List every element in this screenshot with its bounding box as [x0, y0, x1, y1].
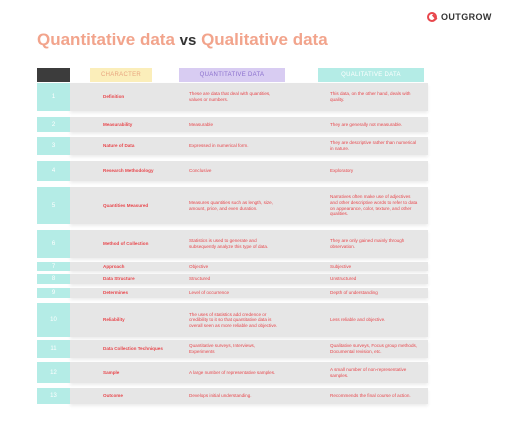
quantitative-cell: Measurable: [189, 121, 214, 127]
qualitative-cell: This data, on the other hand, deals with quality.: [330, 91, 411, 102]
outgrow-logo-icon: [427, 12, 437, 22]
quantitative-column-header: QUANTITATIVE DATA: [179, 68, 285, 82]
character-cell: Quantities Measured: [103, 202, 149, 208]
character-cell: Measurability: [103, 121, 133, 127]
number-column-header: [37, 68, 70, 82]
table-row: [37, 83, 428, 111]
row-number: 10: [37, 303, 70, 337]
character-cell: Determines: [103, 290, 129, 296]
qualitative-cell: Exploratory: [330, 168, 354, 174]
page-title: [37, 30, 328, 50]
qualitative-cell: They are generally not measurable.: [330, 121, 403, 127]
qualitative-cell: Recommends the final course of action.: [330, 393, 411, 399]
table-row: [37, 362, 428, 383]
qualitative-cell: A small number of non-representative samples.: [330, 366, 407, 378]
table-row: [37, 340, 428, 358]
table-row: [37, 137, 428, 155]
table-row: [37, 288, 428, 298]
row-number: 2: [37, 117, 70, 132]
quantitative-cell: Objective: [189, 263, 209, 269]
title-vs: vs: [179, 32, 197, 49]
quantitative-cell: Statistics is used to generate and subsequently analyze this type of data.: [189, 238, 269, 249]
brand-name: OUTGROW: [441, 12, 492, 22]
quantitative-cell: Conclusive: [189, 168, 212, 174]
quantitative-cell: The uses of statistics add credence or credibility to it so that quantitative data is overall seen as more reliable and objective.: [189, 311, 278, 328]
table-row: [37, 230, 428, 258]
row-number: 1: [37, 83, 70, 111]
qualitative-cell: Depth of understanding: [330, 290, 378, 296]
character-column-header: CHARACTER: [90, 68, 152, 82]
row-number: 9: [37, 288, 70, 298]
row-number: 4: [37, 161, 70, 181]
quantitative-cell: Structured: [189, 276, 211, 282]
quantitative-cell: Measures quantities such as length, size, amount, price, and even duration.: [189, 199, 274, 211]
quantitative-cell: Expressed in numerical form.: [189, 143, 249, 149]
row-number: 11: [37, 340, 70, 358]
table-row: [37, 303, 428, 337]
character-cell: Method of Collection: [103, 241, 149, 247]
row-number: 8: [37, 274, 70, 284]
row-number: 3: [37, 137, 70, 155]
table-row: [37, 388, 428, 404]
quantitative-cell: A large number of representative samples.: [189, 369, 276, 375]
row-number: 13: [37, 388, 70, 404]
character-cell: Outcome: [103, 393, 123, 399]
character-cell: Data Collection Techniques: [103, 346, 163, 352]
qualitative-column-header: QUALITATIVE DATA: [318, 68, 424, 82]
character-cell: Data Structure: [103, 276, 135, 282]
qualitative-cell: They are only gained mainly through observation.: [330, 238, 405, 249]
row-number: 12: [37, 362, 70, 383]
qualitative-cell: Subjective: [330, 263, 352, 269]
table-row: [37, 117, 428, 132]
qualitative-cell: Unstructured: [330, 276, 357, 282]
table-row: [37, 187, 428, 224]
row-number: 6: [37, 230, 70, 258]
qualitative-cell: Qualitative surveys, Focus group methods, Documental revision, etc.: [330, 343, 418, 354]
title-qualitative: Qualitative data: [201, 30, 328, 49]
qualitative-cell: They are descriptive rather than numerical in nature.: [330, 140, 417, 151]
character-cell: Research Methodology: [103, 168, 154, 174]
character-cell: Nature of Data: [103, 143, 135, 149]
quantitative-cell: These are data that deal with quantities, values or numbers.: [189, 91, 271, 102]
quantitative-cell: Level of occurrence: [189, 290, 230, 296]
character-cell: Sample: [103, 369, 120, 375]
character-cell: Approach: [103, 263, 125, 269]
table-row: [37, 262, 428, 271]
row-number: 5: [37, 187, 70, 224]
title-quantitative: Quantitative data: [37, 30, 175, 49]
qualitative-cell: Less reliable and objective.: [330, 317, 386, 323]
quantitative-cell: Quantitative surveys, Interviews, Experiments: [189, 343, 256, 354]
table-row: [37, 274, 428, 284]
row-number: 7: [37, 262, 70, 271]
qualitative-cell: Narratives often make use of adjectives and other descriptive words to refer to data on appearance, color, texture, and other qualities.: [330, 194, 418, 217]
brand-logo: [427, 9, 492, 25]
character-cell: Definition: [103, 94, 125, 100]
character-cell: Reliability: [103, 317, 125, 323]
table-row: [37, 161, 428, 181]
quantitative-cell: Develops initial understanding.: [189, 393, 252, 399]
